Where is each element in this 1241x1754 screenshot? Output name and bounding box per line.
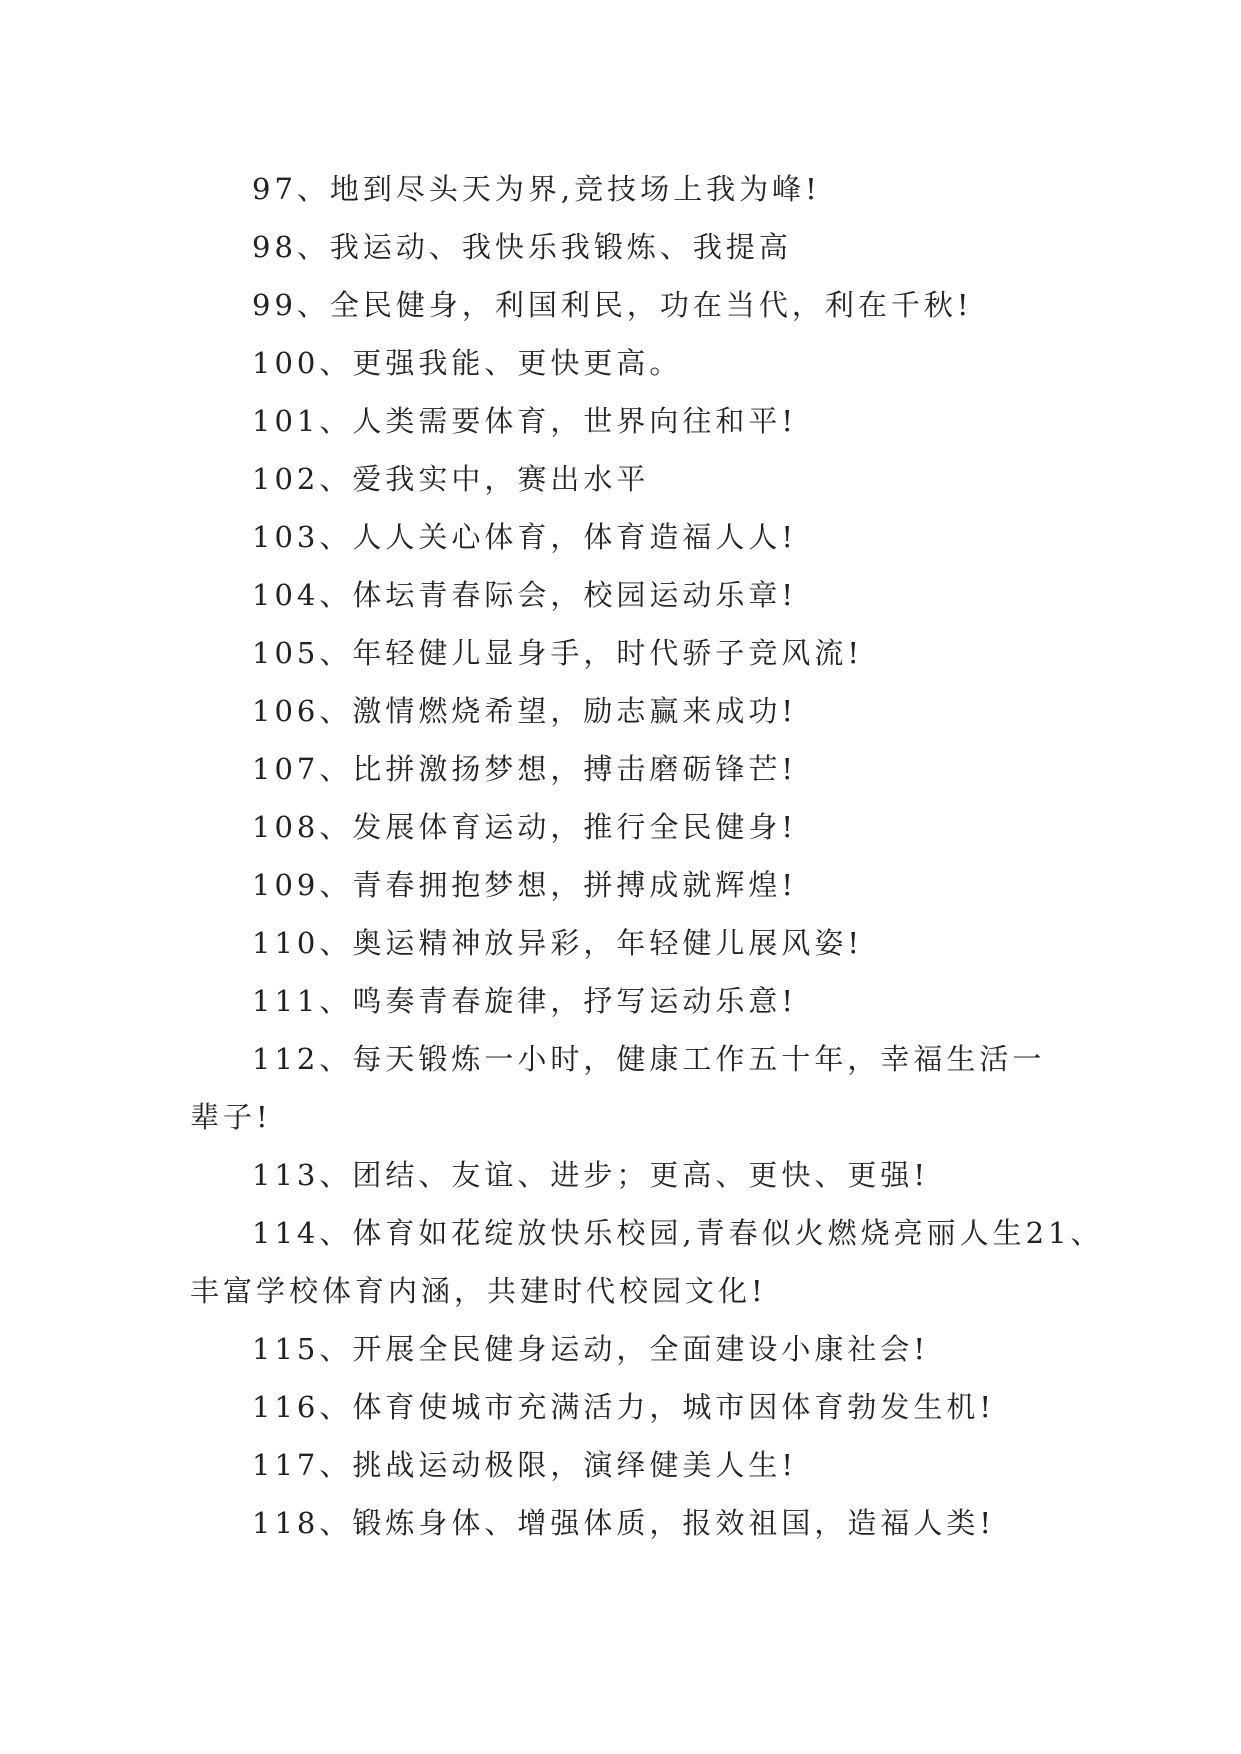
slogan-line: 109、青春拥抱梦想，拼搏成就辉煌! xyxy=(252,868,798,902)
slogan-line: 98、我运动、我快乐我锻炼、我提高 xyxy=(252,230,792,264)
slogan-list xyxy=(190,160,1104,1552)
slogan-line: 117、挑战运动极限，演绎健美人生! xyxy=(252,1448,798,1482)
slogan-line: 110、奥运精神放异彩，年轻健儿展风姿! xyxy=(252,926,864,960)
slogan-line: 114、体育如花绽放快乐校园,青春似火燃烧亮丽人生21、 xyxy=(252,1216,1104,1250)
slogan-line-continuation: 辈子! xyxy=(190,1100,272,1134)
slogan-line: 107、比拼激扬梦想，搏击磨砺锋芒! xyxy=(252,752,798,786)
slogan-line: 113、团结、友谊、进步；更高、更快、更强! xyxy=(252,1158,930,1192)
slogan-line-continuation: 丰富学校体育内涵，共建时代校园文化! xyxy=(190,1274,767,1308)
slogan-line: 111、鸣奏青春旋律，抒写运动乐意! xyxy=(252,984,798,1018)
slogan-line: 106、激情燃烧希望，励志赢来成功! xyxy=(252,694,798,728)
slogan-line: 115、开展全民健身运动，全面建设小康社会! xyxy=(252,1332,930,1366)
slogan-line: 116、体育使城市充满活力，城市因体育勃发生机! xyxy=(252,1390,996,1424)
slogan-line: 100、更强我能、更快更高。 xyxy=(252,346,683,380)
slogan-line: 103、人人关心体育，体育造福人人! xyxy=(252,520,798,554)
slogan-line: 104、体坛青春际会，校园运动乐章! xyxy=(252,578,798,612)
slogan-line: 118、锻炼身体、增强体质，报效祖国，造福人类! xyxy=(252,1506,996,1540)
slogan-line: 112、每天锻炼一小时，健康工作五十年，幸福生活一 xyxy=(252,1042,1046,1076)
slogan-line: 99、全民健身，利国利民，功在当代，利在千秋! xyxy=(252,288,973,322)
slogan-line: 102、爱我实中，赛出水平 xyxy=(252,462,650,496)
slogan-line: 101、人类需要体育，世界向往和平! xyxy=(252,404,798,438)
slogan-line: 105、年轻健儿显身手，时代骄子竞风流! xyxy=(252,636,864,670)
slogan-line: 97、地到尽头天为界,竞技场上我为峰! xyxy=(252,172,821,206)
slogan-line: 108、发展体育运动，推行全民健身! xyxy=(252,810,798,844)
